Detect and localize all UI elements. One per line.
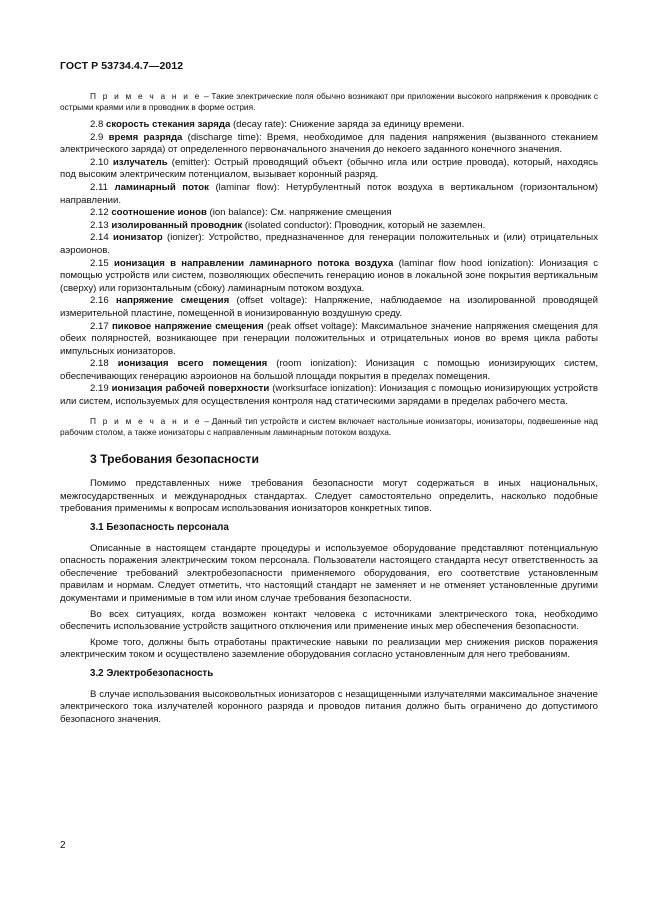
definition-item <box>60 383 598 408</box>
note-1 <box>60 91 598 113</box>
definition-term: скорость стекания заряда <box>106 119 231 130</box>
definition-term: ионизатор <box>112 232 163 244</box>
definition-number: 2.8 <box>90 119 107 130</box>
definition-number: 2.15 <box>90 257 114 269</box>
note-text: – Данный тип устройств и систем включает настольные ионизаторы, ионизаторы, подвешенные над рабочим столом, а также ионизаторы с направленным ламинарным потоком воздуха. <box>60 415 599 437</box>
definition-item <box>60 258 598 296</box>
definition-number: 2.10 <box>90 156 113 168</box>
section-3-1-paragraph-3: Кроме того, должны быть отработаны практические навыки по реализации мер снижения рисков поражения электрическим током и осуществлено заземление оборудования согласно установленным для него требованиям. <box>60 636 598 661</box>
definition-text: (peak offset voltage): Максимальное значение напряжения смещения для обеих полярностей, возникающее при генерации положительных и отрицательных ионов во время цикла работы импульсных ионизаторов. <box>60 320 598 357</box>
definition-term: ионизация рабочей поверхности <box>111 383 270 395</box>
document-header: ГОСТ Р 53734.4.7—2012 <box>60 60 184 72</box>
note-label: П р и м е ч а н и е <box>90 91 202 101</box>
definition-number: 2.9 <box>90 131 109 143</box>
definition-number: 2.14 <box>90 232 113 244</box>
note-text: – Такие электрические поля обычно возникают при приложении высокого напряжения к проводник с острыми краями или в проводник в форме острия. <box>60 91 599 112</box>
definition-number: 2.11 <box>90 181 115 193</box>
section-3-intro: Помимо представленных ниже требования безопасности могут содержаться в иных национальных, межгосударственных и международных стандартах. Следует самостоятельно определить, насколько подобные требования применимы к вопросам использования ионизаторов конкретных типов. <box>60 478 598 515</box>
definition-item <box>60 232 598 257</box>
definition-text: (laminar flow hood ionization): Ионизация с помощью устройств или систем, позволяющих обеспечить генерацию ионов в локальной зоне покрытия вертикальным (сверху) или горизонтальным (сбоку) ламинарным потоком воздуха. <box>60 257 598 294</box>
document-body <box>60 91 598 729</box>
section-3-1-heading: 3.1 Безопасность персонала <box>90 522 229 534</box>
definition-term: ламинарный поток <box>114 181 209 193</box>
definition-text: (ion balance): См. напряжение смещения <box>206 207 392 219</box>
section-3-1-paragraph-2: Во всех ситуациях, когда возможен контакт человека с источниками электрического тока, необходимо обеспечить использование устройств защитного отключения или применение иных мер обеспечения безопасности. <box>60 608 598 633</box>
definition-item <box>60 119 598 132</box>
definition-text: (decay rate): Снижение заряда за единицу времени. <box>230 119 465 130</box>
definition-item <box>60 321 598 359</box>
definition-text: (isolated conductor): Проводник, который не заземлен. <box>242 219 486 231</box>
definition-term: изолированный проводник <box>111 219 243 231</box>
definition-term: соотношение ионов <box>111 207 207 219</box>
definition-text: (room ionization): Ионизация с помощью ионизирующих систем, обеспечивающих генерацию аэроионов на большой площади покрытия в пределах помещения. <box>60 358 598 382</box>
definition-term: излучатель <box>112 156 168 168</box>
definition-term: время разряда <box>108 131 183 143</box>
definition-item <box>60 132 598 157</box>
definition-text: (laminar flow): Нетурбулентный поток воздуха в вертикальном (горизонтальном) направлении. <box>60 181 598 206</box>
definition-number: 2.17 <box>90 320 113 332</box>
page-number: 2 <box>60 840 66 851</box>
definition-item <box>60 358 598 383</box>
definition-term: напряжение смещения <box>116 295 230 307</box>
definition-item <box>60 295 598 320</box>
definition-text: (worksurface ionization): Ионизация с помощью ионизирующих устройств или систем, используемых для осуществления контроля над статическими зарядами в пределах рабочего места. <box>60 383 598 408</box>
definition-text: (emitter): Острый проводящий объект (обычно игла или острие провода), который, находясь под высоким электрическим потенциалом, вызывает коронный разряд. <box>60 156 598 181</box>
definition-number: 2.16 <box>90 295 117 307</box>
definition-item <box>60 157 598 182</box>
section-3-heading: 3 Требования безопасности <box>90 451 259 466</box>
section-3-1-paragraph-1: Описанные в настоящем стандарте процедуры и используемое оборудование представляют потенциальную опасность поражения электрическим током персонала. Пользователи настоящего стандарта несут ответственность за обеспечение требований электробезопасности применяемого оборудования, его соответствие установленным правилам и нормам. Следует отметить, что настоящий стандарт не заменяет и не отменяет установленные другими документами и применимые в том или ином случае требования безопасности. <box>60 542 598 604</box>
definition-item <box>60 207 598 220</box>
definitions-list <box>60 119 598 409</box>
note-label: П р и м е ч а н и е <box>90 415 202 426</box>
definition-term: пиковое напряжение смещения <box>112 320 264 332</box>
definition-number: 2.13 <box>90 219 112 231</box>
section-3-2-paragraph-1: В случае использования высоковольтных ионизаторов с незащищенными излучателями максимальное значение электрического тока излучателей коронного разряда и проводов питания должно быть ограничено до допустимого безопасного значения. <box>60 688 598 725</box>
definition-text: (discharge time): Время, необходимое для падения напряжения (вызванного стеканием электрического заряда) от определенного первоначального значения до некоего заданного конечного значения. <box>60 131 598 156</box>
definition-term: ионизация в направлении ламинарного потока воздуха <box>113 257 394 269</box>
definition-text: (offset voltage): Напряжение, наблюдаемое на изолированной проводящей измерительной пластине, помещенной в ионизированную воздушную среду. <box>60 295 598 319</box>
note-2 <box>60 416 598 438</box>
definition-number: 2.12 <box>90 207 112 219</box>
definition-number: 2.19 <box>90 383 112 395</box>
definition-number: 2.18 <box>90 358 118 370</box>
definition-text: (ionizer): Устройство, предназначенное для генерации положительных и (или) отрицательных аэроионов. <box>60 232 599 256</box>
section-3-2-heading: 3.2 Электробезопасность <box>90 667 214 679</box>
definition-item <box>60 220 598 233</box>
definition-item <box>60 182 598 207</box>
definition-term: ионизация всего помещения <box>117 358 268 370</box>
